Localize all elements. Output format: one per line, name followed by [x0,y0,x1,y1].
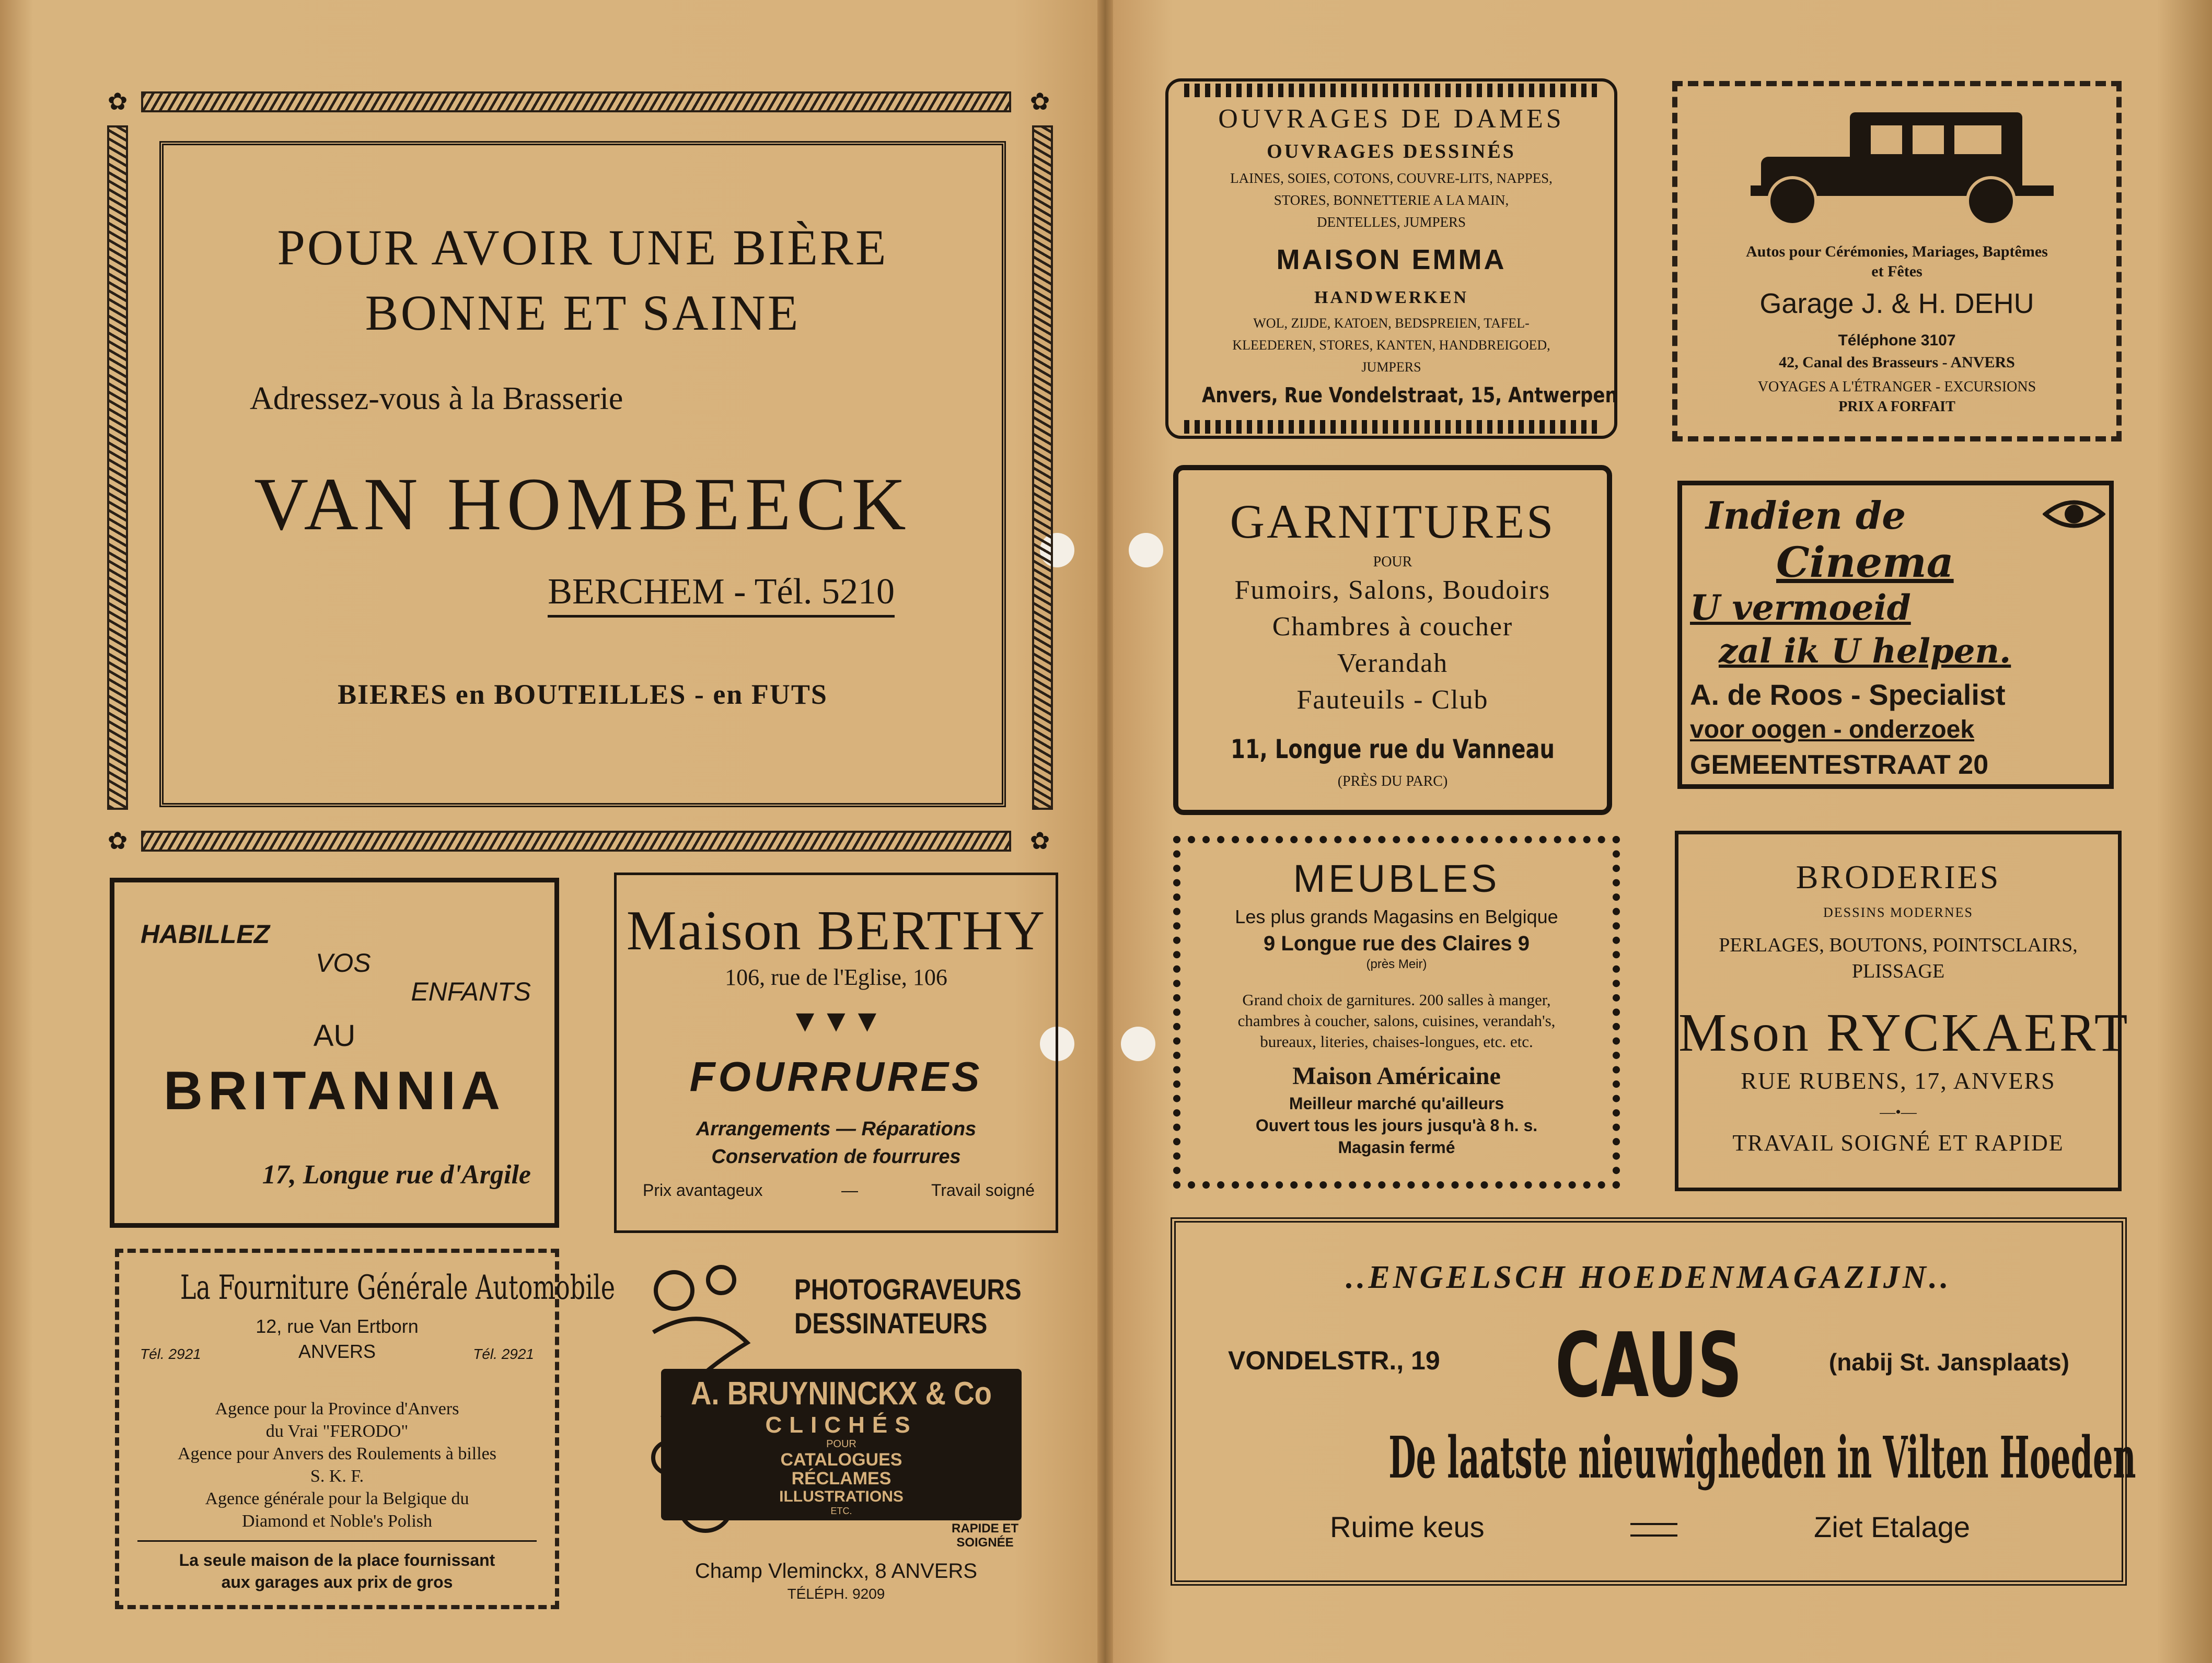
britannia-l3: ENFANTS [411,977,531,1006]
ornamental-band [141,831,1011,852]
emma-fr2: STORES, BONNETTERIE A LA MAIN, [1273,192,1509,208]
broderies-ad [1675,831,2130,1191]
rosette-ornament-icon: ✿ [1029,828,1050,854]
bruyninckx-l2: RÉCLAMES [791,1469,891,1488]
broderies-title: BRODERIES [1796,858,2001,896]
caus-headline: ..ENGELSCH HOEDENMAGAZIJN.. [1346,1260,1952,1295]
garnitures-l4: Fauteuils - Club [1296,685,1489,715]
bruyninckx-side1: EXÉCUTION [948,1507,1022,1521]
cinema-l7: GEMEENTESTRAAT 20 [1690,750,1989,780]
berthy-footer-right: Travail soigné [931,1181,1035,1200]
bruyninckx-panel [661,1369,1022,1520]
britannia-address: 17, Longue rue d'Argile [262,1160,531,1190]
bruyninckx-side3: SOIGNÉE [956,1536,1014,1550]
meubles-l1: Les plus grands Magasins en Belgique [1235,906,1558,927]
rosette-ornament-icon: ✿ [1029,88,1050,115]
car-illustration-icon [1745,107,2059,227]
cinema-ad [1677,481,2114,789]
greek-key-border [1184,84,1599,97]
fourniture-line: Agence générale pour la Belgique du [205,1489,469,1508]
meubles-l3: (près Meir) [1366,957,1427,971]
emma-nl3: JUMPERS [1361,359,1421,375]
bruyninckx-l3: ILLUSTRATIONS [779,1488,904,1505]
berthy-line2: Conservation de fourrures [711,1146,961,1168]
ornamental-band [107,125,128,810]
fourniture-line: S. K. F. [310,1467,364,1486]
garnitures-address: 11, Longue rue du Vanneau [1231,734,1555,764]
meubles-l2: 9 Longue rue des Claires 9 [1263,932,1530,955]
dehu-l3: VOYAGES A L'ÉTRANGER - EXCURSIONS [1757,379,2036,395]
emma-name: MAISON EMMA [1276,244,1507,275]
emma-nl2: KLEEDEREN, STORES, KANTEN, HANDBREIGOED, [1232,338,1550,353]
berthy-name: Maison BERTHY [626,900,1046,962]
garnitures-l2: Chambres à coucher [1272,612,1513,642]
ornamental-band [141,91,1011,112]
garnitures-title: GARNITURES [1230,495,1556,548]
emma-nl1: WOL, ZIJDE, KATOEN, BEDSPREIEN, TAFEL- [1253,316,1530,331]
bruyninckx-header1: PHOTOGRAVEURS [794,1273,1022,1306]
bruyninckx-address: Champ Vleminckx, 8 ANVERS [694,1560,978,1583]
caus-name: CAUS [1555,1314,1743,1417]
bruyninckx-pour: POUR [826,1438,856,1450]
emma-ad [1165,78,1617,439]
cinema-l3: U vermoeid [1690,587,1911,628]
bruyninckx-etc: ETC. [830,1506,852,1516]
cinema-l5: A. de Roos - Specialist [1690,678,2006,711]
caus-foot-right: Ziet Etalage [1814,1510,1970,1543]
brasserie-frame [159,141,1006,807]
fourniture-divider [137,1540,537,1542]
britannia-name: BRITANNIA [163,1061,506,1121]
britannia-ad [110,878,559,1228]
garnitures-l1: Fumoirs, Salons, Boudoirs [1234,575,1551,605]
bruyninckx-header2: DESSINATEURS [794,1307,988,1340]
emma-subtitle: OUVRAGES DESSINÉS [1267,141,1516,162]
fourniture-tel-left: Tél. 2921 [140,1346,201,1362]
garnitures-ad [1173,465,1612,815]
berthy-ad [614,873,1058,1233]
dehu-l1: Autos pour Cérémonies, Mariages, Baptêmes [1746,243,2048,260]
cinema-l4: zal ik U helpen. [1719,632,2011,671]
britannia-l2: VOS [316,948,371,978]
bruyninckx-side2: RAPIDE ET [951,1521,1018,1536]
greek-key-border [1184,420,1599,434]
fourniture-line: du Vrai "FERODO" [265,1422,409,1441]
brasserie-address: BERCHEM - Tél. 5210 [548,571,895,618]
dehu-ad [1672,81,2122,441]
rosette-ornament-icon: ✿ [107,828,128,854]
bruyninckx-cliches: CLICHÉS [765,1412,918,1438]
emma-title: OUVRAGES DE DAMES [1218,104,1565,134]
caus-foot-left: Ruime keus [1330,1510,1485,1543]
meubles-name: Maison Américaine [1292,1062,1501,1090]
meubles-d3: bureaux, literies, chaises-longues, etc. etc. [1260,1032,1533,1051]
broderies-name: Mson RYCKAERT [1678,1003,2130,1063]
cinema-l1: Indien de [1706,493,1906,538]
meubles-ad [1173,836,1620,1189]
meubles-d2: chambres à coucher, salons, cuisines, verandah's, [1237,1011,1556,1030]
brasserie-footer: BIERES en BOUTEILLES - en FUTS [338,679,828,710]
meubles-f3: Magasin fermé [1338,1138,1455,1157]
cinema-l6: voor oogen - onderzoek [1690,716,1975,743]
meubles-f1: Meilleur marché qu'ailleurs [1289,1094,1504,1113]
dehu-address: 42, Canal des Brasseurs - ANVERS [1779,354,2015,371]
emma-address: Anvers, Rue Vondelstraat, 15, Antwerpen [1201,383,1618,408]
fourniture-city: ANVERS [298,1341,376,1362]
binder-hole [1121,1027,1155,1061]
fourniture-line: Agence pour la Province d'Anvers [215,1399,459,1418]
fourniture-footer2: aux garages aux prix de gros [221,1573,453,1591]
emma-fr3: DENTELLES, JUMPERS [1316,214,1466,230]
berthy-line1: Arrangements — Réparations [696,1118,977,1140]
britannia-l4: AU [313,1019,356,1053]
bruyninckx-l1: CATALOGUES [780,1450,902,1470]
caus-ad [1171,1217,2136,1586]
ornamental-band [1032,125,1053,810]
fourniture-line: Diamond et Noble's Polish [241,1511,433,1531]
fourniture-ad [115,1249,616,1609]
broderies-sub: DESSINS MODERNES [1823,905,1973,920]
dehu-l2: et Fêtes [1871,263,1923,280]
rosette-ornament-icon: ✿ [107,88,128,115]
caus-right: (nabij St. Jansplaats) [1828,1348,2069,1376]
emma-fr1: LAINES, SOIES, COTONS, COUVRE-LITS, NAPPES, [1230,170,1553,186]
broderies-l2: PLISSAGE [1851,960,1945,982]
caus-divider [1630,1523,1677,1537]
meubles-f2: Ouvert tous les jours jusqu'à 8 h. s. [1255,1116,1538,1135]
brasserie-name: VAN HOMBEECK [254,463,911,546]
caus-tagline: De laatste nieuwigheden in Vilten Hoeden [1388,1424,2136,1491]
brasserie-line1: POUR AVOIR UNE BIÈRE [277,219,888,275]
bruyninckx-name: A. BRUYNINCKX & Co [691,1376,992,1412]
dehu-name: Garage J. & H. DEHU [1759,288,2034,319]
dehu-l4: PRIX A FORFAIT [1838,399,1955,415]
berthy-address: 106, rue de l'Eglise, 106 [725,964,947,990]
bruyninckx-tel: TÉLÉPH. 9209 [787,1586,885,1602]
berthy-footer-dash: — [841,1181,858,1200]
brasserie-line3: Adressez-vous à la Brasserie [250,381,623,416]
broderies-l1: PERLAGES, BOUTONS, POINTSCLAIRS, [1719,934,2078,956]
britannia-l1: HABILLEZ [141,920,270,949]
garnitures-pour: POUR [1373,554,1412,570]
meubles-d1: Grand choix de garnitures. 200 salles à manger, [1242,991,1551,1009]
garnitures-near: (PRÈS DU PARC) [1337,773,1448,789]
meubles-title: MEUBLES [1293,857,1500,900]
emma-nl-title: HANDWERKEN [1314,288,1469,307]
berthy-footer-left: Prix avantageux [643,1181,763,1200]
page-spine [1097,0,1113,1663]
broderies-address: RUE RUBENS, 17, ANVERS [1741,1067,2056,1094]
fourniture-title: La Fourniture Générale Automobile [180,1269,616,1307]
brasserie-line2: BONNE ET SAINE [365,285,801,341]
berthy-ornament-icon: ▼▼▼ [789,1004,883,1038]
fourniture-tel-right: Tél. 2921 [473,1346,534,1362]
garnitures-l3: Verandah [1337,648,1449,678]
cinema-l2: Cinema [1776,538,1954,587]
fourniture-line: Agence pour Anvers des Roulements à billes [178,1444,496,1463]
fourniture-address: 12, rue Van Ertborn [256,1316,419,1337]
divider-ornament-icon: —•— [1880,1103,1917,1121]
berthy-headline: FOURRURES [689,1053,983,1100]
eye-icon [2043,491,2105,538]
fourniture-footer1: La seule maison de la place fournissant [179,1551,495,1569]
caus-left: VONDELSTR., 19 [1228,1346,1440,1375]
dehu-tel: Téléphone 3107 [1838,332,1956,349]
binder-hole [1129,533,1163,567]
broderies-footer: TRAVAIL SOIGNÉ ET RAPIDE [1732,1130,2064,1156]
